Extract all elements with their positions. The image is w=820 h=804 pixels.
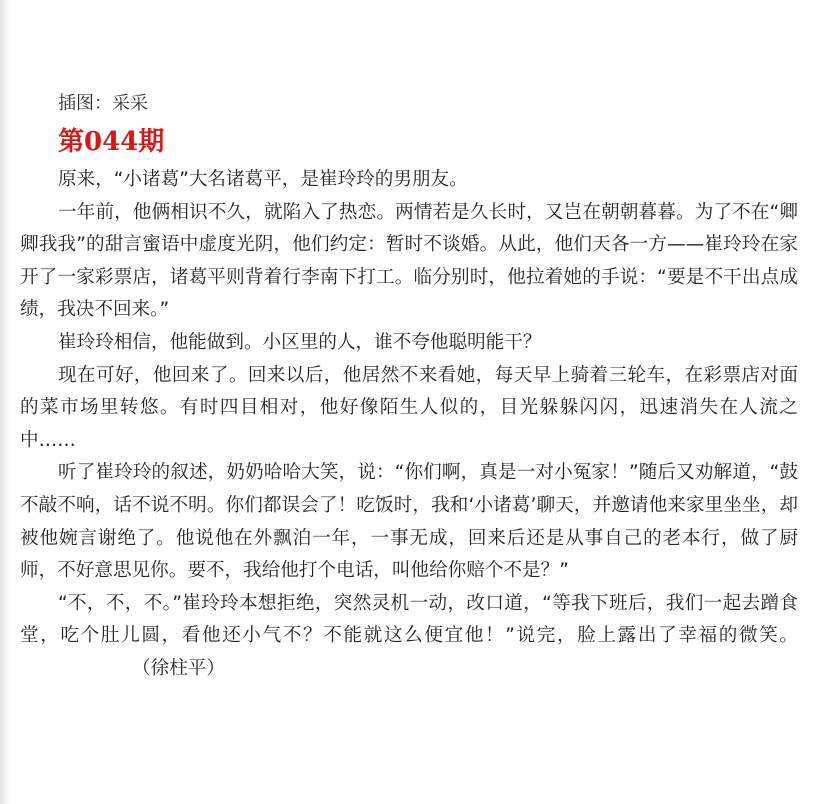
issue-title: 第044期 xyxy=(58,127,165,157)
story-paragraph-3: 崔玲玲相信，他能做到。小区里的人，谁不夸他聪明能干？ xyxy=(58,331,542,353)
page-edge-shadow xyxy=(0,0,10,804)
author-signature: （徐柱平） xyxy=(132,657,225,679)
story-paragraph-6 xyxy=(20,588,798,686)
story-paragraph-2: 一年前，他俩相识不久，就陷入了热恋。两情若是久长时，又岂在朝朝暮暮。为了不在“卿卿我我”的甜言蜜语中虚度光阴，他们约定：暂时不谈婚。从此，他们天各一方——崔玲玲在家开了一家彩票店，诸葛平则背着行李南下打工。临分别时，他拉着她的手说：“要是不干出点成绩，我决不回来。” xyxy=(20,201,798,321)
story-paragraph-6-text: “不，不，不。”崔玲玲本想拒绝，突然灵机一动，改口道，“等我下班后，我们一起去蹭食堂，吃个肚儿圆，看他还小气不？不能就这么便宜他！”说完，脸上露出了幸福的微笑。 xyxy=(20,592,798,647)
story-paragraph-4: 现在可好，他回来了。回来以后，他居然不来看她，每天早上骑着三轮车，在彩票店对面的菜市场里转悠。有时四目相对，他好像陌生人似的，目光躲躲闪闪，迅速消失在人流之中…… xyxy=(20,364,798,451)
story-body xyxy=(20,164,798,686)
story-paragraph-1: 原来，“小诸葛”大名诸葛平，是崔玲玲的男朋友。 xyxy=(58,169,468,190)
illustration-credit: 插图：采采 xyxy=(58,93,148,114)
story-paragraph-5: 听了崔玲玲的叙述，奶奶哈哈大笑，说：“你们啊，真是一对小冤家！”随后又劝解道，“鼓不敲不响，话不说不明。你们都误会了！吃饭时，我和‘小诸葛’聊天，并邀请他来家里坐坐，却被他婉言谢绝了。他说他在外飘泊一年，一事无成，回来后还是从事自己的老本行，做了厨师，不好意思见你。要不，我给他打个电话，叫他给你赔个不是？” xyxy=(20,462,798,582)
